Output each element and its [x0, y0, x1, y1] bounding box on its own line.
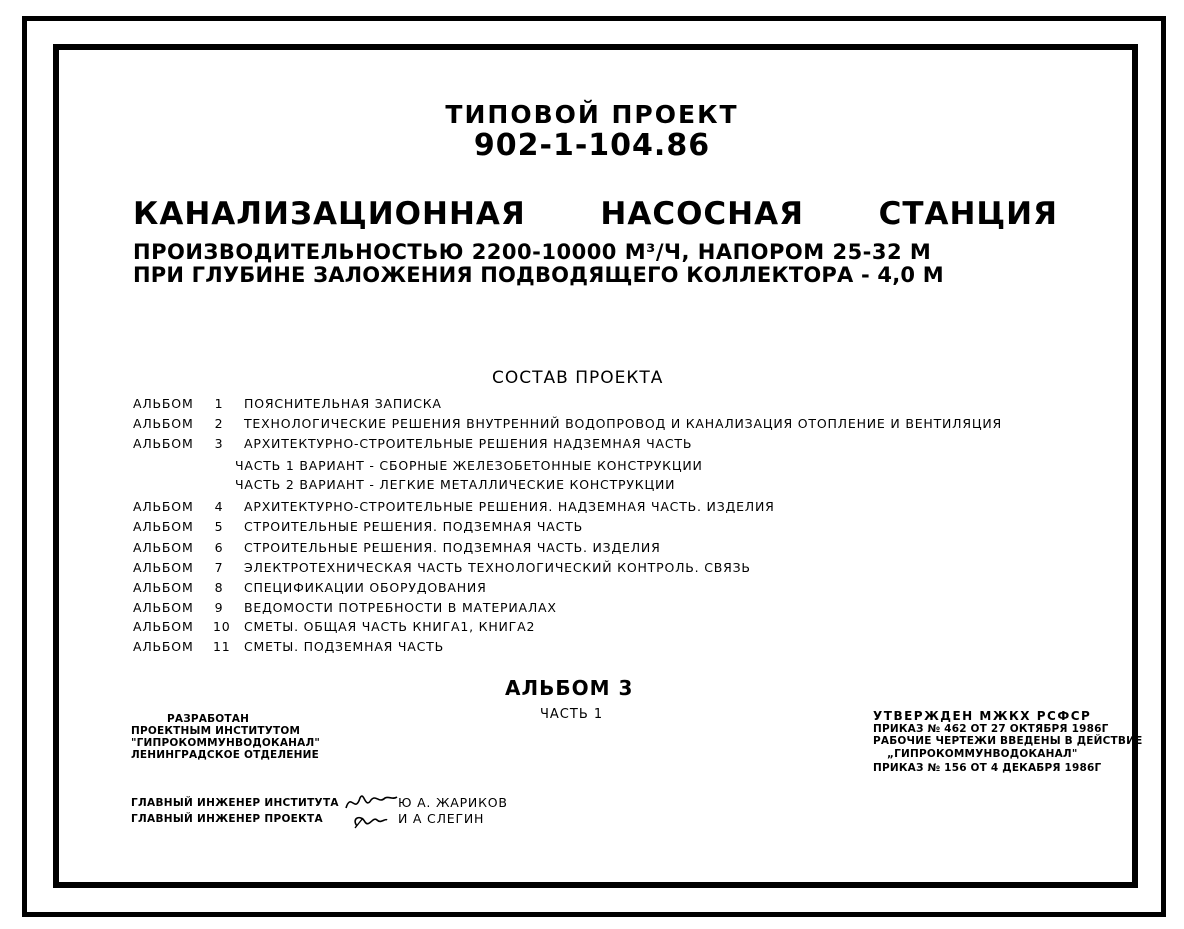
approval-line-3: РАБОЧИЕ ЧЕРТЕЖИ ВВЕДЕНЫ В ДЕЙСТВИЕ: [873, 735, 1143, 747]
album-number: 6: [214, 540, 224, 555]
album-description: ПОЯСНИТЕЛЬНАЯ ЗАПИСКА: [244, 396, 442, 411]
album-label: АЛЬБОМ: [133, 540, 194, 555]
developer-line-2: ПРОЕКТНЫМ ИНСТИТУТОМ: [131, 725, 301, 737]
album-number: 10: [213, 619, 231, 634]
album-number: 7: [214, 560, 224, 575]
album-description: СМЕТЫ. ОБЩАЯ ЧАСТЬ КНИГА1, КНИГА2: [244, 619, 536, 634]
album-description: СТРОИТЕЛЬНЫЕ РЕШЕНИЯ. ПОДЗЕМНАЯ ЧАСТЬ. ИЗДЕЛИЯ: [244, 540, 661, 555]
handwritten-signatures: [343, 788, 399, 832]
album-number: 4: [214, 499, 224, 514]
composition-heading: СОСТАВ ПРОЕКТА: [492, 368, 664, 388]
signature-name-1: Ю А. ЖАРИКОВ: [398, 795, 508, 810]
album-description: ВЕДОМОСТИ ПОТРЕБНОСТИ В МАТЕРИАЛАХ: [244, 600, 557, 615]
signature-role-1: ГЛАВНЫЙ ИНЖЕНЕР ИНСТИТУТА: [131, 797, 339, 809]
album-label: АЛЬБОМ: [133, 499, 194, 514]
developer-line-1: РАЗРАБОТАН: [167, 713, 250, 725]
album-label: АЛЬБОМ: [133, 436, 194, 451]
approval-line-1: УТВЕРЖДЕН МЖКХ РСФСР: [873, 709, 1092, 723]
album-label: АЛЬБОМ: [133, 600, 194, 615]
signature-name-2: И А СЛЕГИН: [398, 811, 485, 826]
album-number: 11: [213, 639, 231, 654]
album-label: АЛЬБОМ: [133, 396, 194, 411]
album-number: 1: [214, 396, 224, 411]
project-number: 902-1-104.86: [473, 128, 711, 163]
approval-line-2: ПРИКАЗ № 462 ОТ 27 ОКТЯБРЯ 1986Г: [873, 723, 1109, 735]
station-subtitle-depth: ПРИ ГЛУБИНЕ ЗАЛОЖЕНИЯ ПОДВОДЯЩЕГО КОЛЛЕКТОРА - 4,0 М: [133, 263, 944, 287]
album-label: АЛЬБОМ: [133, 619, 194, 634]
project-type-title: ТИПОВОЙ ПРОЕКТ: [445, 100, 739, 129]
developer-line-3: "ГИПРОКОММУНВОДОКАНАЛ": [131, 737, 321, 749]
album-description: АРХИТЕКТУРНО-СТРОИТЕЛЬНЫЕ РЕШЕНИЯ. НАДЗЕМНАЯ ЧАСТЬ. ИЗДЕЛИЯ: [244, 499, 775, 514]
album-number: 9: [214, 600, 224, 615]
album-label: АЛЬБОМ: [133, 416, 194, 431]
album-description: ТЕХНОЛОГИЧЕСКИЕ РЕШЕНИЯ ВНУТРЕННИЙ ВОДОПРОВОД И КАНАЛИЗАЦИЯ ОТОПЛЕНИЕ И ВЕНТИЛЯЦИЯ: [244, 416, 1003, 431]
album-description: АРХИТЕКТУРНО-СТРОИТЕЛЬНЫЕ РЕШЕНИЯ НАДЗЕМНАЯ ЧАСТЬ: [244, 436, 693, 451]
album-title: АЛЬБОМ 3: [505, 676, 634, 700]
station-subtitle-capacity: ПРОИЗВОДИТЕЛЬНОСТЬЮ 2200-10000 М³/Ч, НАПОРОМ 25-32 М: [133, 240, 932, 264]
album-description: СМЕТЫ. ПОДЗЕМНАЯ ЧАСТЬ: [244, 639, 444, 654]
developer-line-4: ЛЕНИНГРАДСКОЕ ОТДЕЛЕНИЕ: [131, 749, 320, 761]
album-label: АЛЬБОМ: [133, 560, 194, 575]
signature-role-2: ГЛАВНЫЙ ИНЖЕНЕР ПРОЕКТА: [131, 813, 323, 825]
approval-line-4: „ГИПРОКОММУНВОДОКАНАЛ": [887, 748, 1078, 760]
album-label: АЛЬБОМ: [133, 580, 194, 595]
album-description: ЭЛЕКТРОТЕХНИЧЕСКАЯ ЧАСТЬ ТЕХНОЛОГИЧЕСКИЙ КОНТРОЛЬ. СВЯЗЬ: [244, 560, 751, 575]
approval-line-5: ПРИКАЗ № 156 ОТ 4 ДЕКАБРЯ 1986Г: [873, 762, 1102, 774]
album3-part-1: ЧАСТЬ 1 ВАРИАНТ - СБОРНЫЕ ЖЕЛЕЗОБЕТОННЫЕ КОНСТРУКЦИИ: [235, 458, 703, 473]
album-number: 5: [214, 519, 224, 534]
album-number: 3: [214, 436, 224, 451]
album-description: СПЕЦИФИКАЦИИ ОБОРУДОВАНИЯ: [244, 580, 487, 595]
album-label: АЛЬБОМ: [133, 519, 194, 534]
album-description: СТРОИТЕЛЬНЫЕ РЕШЕНИЯ. ПОДЗЕМНАЯ ЧАСТЬ: [244, 519, 583, 534]
album-number: 2: [214, 416, 224, 431]
album-label: АЛЬБОМ: [133, 639, 194, 654]
album-number: 8: [214, 580, 224, 595]
album3-part-2: ЧАСТЬ 2 ВАРИАНТ - ЛЕГКИЕ МЕТАЛЛИЧЕСКИЕ КОНСТРУКЦИИ: [235, 477, 676, 492]
station-title: КАНАЛИЗАЦИОННАЯ НАСОСНАЯ СТАНЦИЯ: [133, 196, 1058, 232]
album-part: ЧАСТЬ 1: [540, 707, 604, 722]
